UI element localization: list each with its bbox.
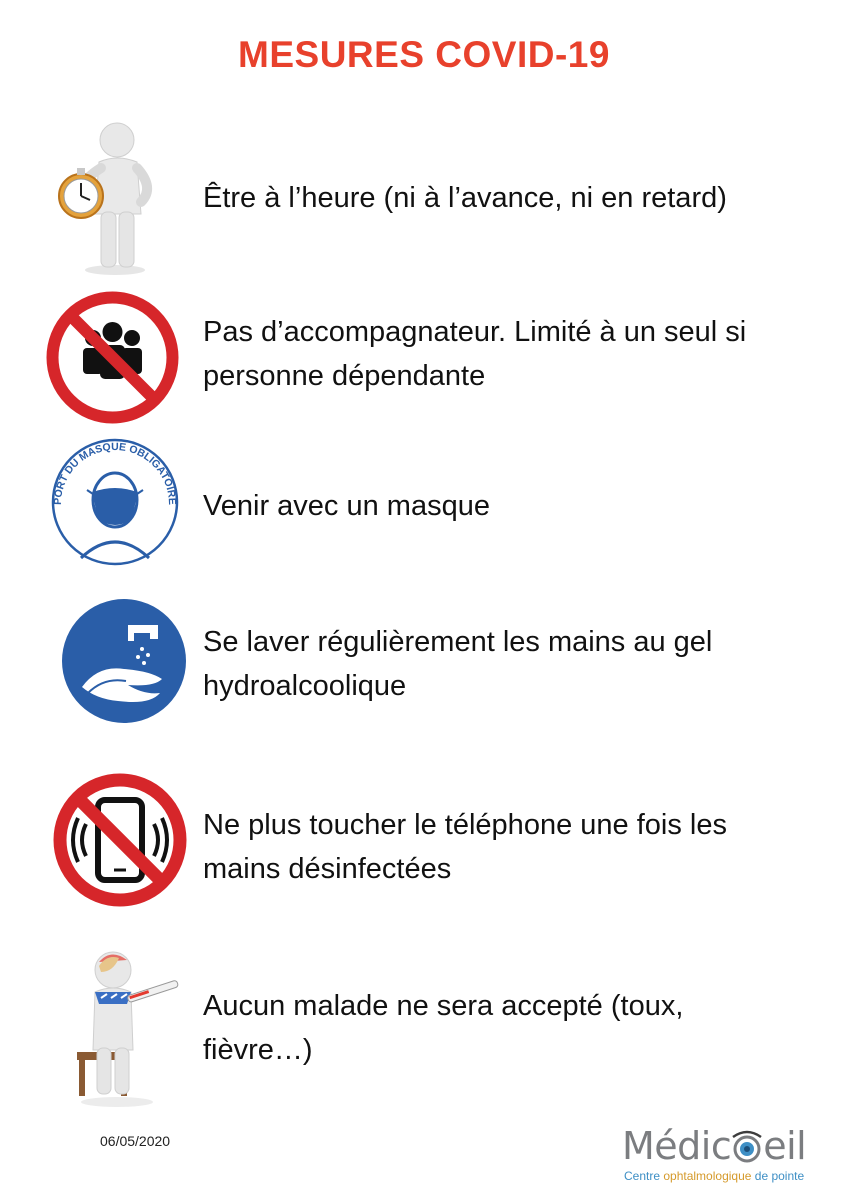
rule-text-sick: Aucun malade ne sera accepté (toux, fièvre…) xyxy=(203,990,684,1066)
logo-tagline-highlight: ophtalmologique xyxy=(663,1169,752,1183)
sick-person-icon xyxy=(55,940,190,1110)
logo-name-part1: Médic xyxy=(622,1124,732,1168)
logo-tagline xyxy=(624,1169,804,1183)
rule-text-mask: Venir avec un masque xyxy=(203,490,490,522)
mask-required-icon xyxy=(47,434,183,570)
document-date: 06/05/2020 xyxy=(100,1133,171,1149)
rule-text-companions: Pas d’accompagnateur. Limité à un seul si personne dépendante xyxy=(203,316,747,392)
hand-washing-icon xyxy=(58,595,190,727)
mask-badge-text: PORT DU MASQUE OBLIGATOIRE xyxy=(51,440,179,506)
no-phone-icon xyxy=(52,772,188,908)
logo-name-part2: eil xyxy=(763,1124,807,1168)
page-title: MESURES COVID-19 xyxy=(238,34,610,75)
rule-text-phone: Ne plus toucher le téléphone une fois les mains désinfectées xyxy=(203,809,727,885)
rule-text-hands: Se laver régulièrement les mains au gel hydroalcoolique xyxy=(203,626,713,702)
logo-eye-icon xyxy=(731,1128,763,1160)
logo-tagline-part2: de pointe xyxy=(751,1169,805,1183)
no-companions-icon xyxy=(45,290,180,425)
person-stopwatch-icon xyxy=(55,118,165,278)
logo-tagline-part1: Centre xyxy=(624,1169,664,1183)
medicoeil-logo xyxy=(620,1112,825,1187)
logo-wordmark xyxy=(622,1124,806,1168)
rule-text-punctuality: Être à l’heure (ni à l’avance, ni en retard) xyxy=(203,182,727,214)
